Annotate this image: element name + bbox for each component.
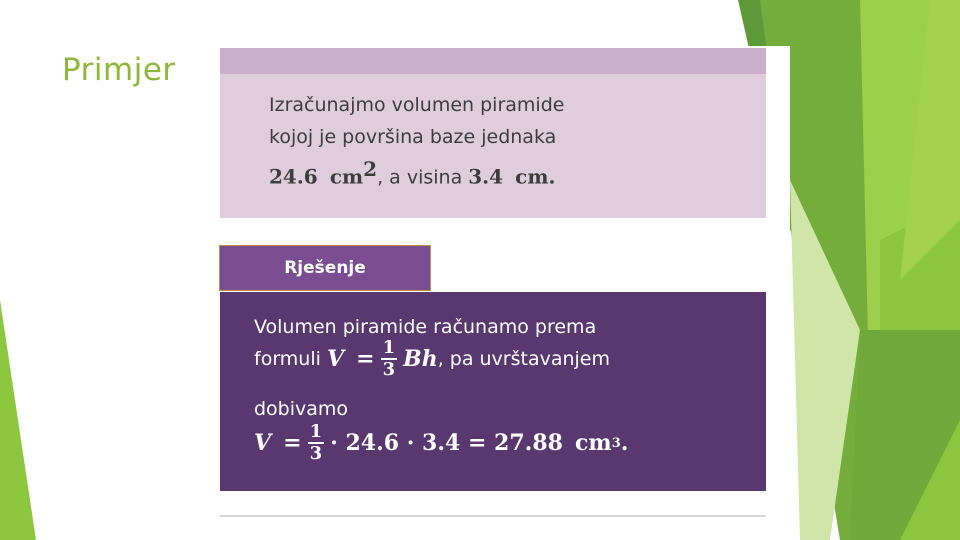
formula-fraction bbox=[381, 338, 398, 380]
calc-end: . bbox=[620, 430, 629, 456]
formula-frac-den: 3 bbox=[382, 359, 396, 380]
task-header-strip bbox=[220, 48, 766, 74]
calc-expression: · 24.6 · 3.4 = 27.88 bbox=[330, 430, 563, 456]
task-line-3 bbox=[269, 153, 729, 193]
calc-fraction bbox=[308, 422, 325, 464]
formula-eq: = bbox=[356, 346, 375, 372]
calc-eq: = bbox=[283, 430, 302, 456]
slide-title: Primjer bbox=[62, 52, 176, 88]
task-line-2: kojoj je površina baze jednaka bbox=[269, 126, 557, 148]
calc-frac-den: 3 bbox=[309, 443, 323, 464]
calc-exponent: 3 bbox=[611, 435, 621, 451]
solution-line-2 bbox=[254, 338, 610, 380]
formula-rhs: Bh bbox=[403, 346, 438, 372]
formula-lhs: V bbox=[326, 346, 345, 372]
solution-line-2-prefix: formuli bbox=[254, 348, 321, 370]
solution-line-1: Volumen piramide računamo prema bbox=[254, 316, 597, 338]
area-exponent: 2 bbox=[363, 157, 378, 181]
area-value: 24.6 bbox=[269, 164, 318, 189]
height-unit: cm. bbox=[515, 164, 556, 189]
height-value: 3.4 bbox=[468, 164, 504, 189]
formula-frac-num: 1 bbox=[382, 337, 396, 358]
textbook-screenshot bbox=[219, 46, 790, 530]
calc-unit: cm bbox=[575, 430, 612, 456]
task-text bbox=[269, 89, 729, 193]
area-unit: cm bbox=[329, 164, 364, 189]
task-line-1: Izračunajmo volumen piramide bbox=[269, 94, 565, 116]
solution-line-3: dobivamo bbox=[254, 398, 349, 420]
solution-line-4 bbox=[254, 422, 628, 464]
left-green-shard bbox=[0, 300, 36, 540]
calc-frac-num: 1 bbox=[309, 421, 323, 442]
bottom-divider bbox=[220, 515, 766, 517]
solution-tab[interactable]: Rješenje bbox=[219, 245, 431, 291]
calc-lhs: V bbox=[254, 430, 272, 456]
solution-line-2-suffix: , pa uvrštavanjem bbox=[437, 348, 611, 370]
task-line-3-mid: , a visina bbox=[377, 166, 469, 189]
